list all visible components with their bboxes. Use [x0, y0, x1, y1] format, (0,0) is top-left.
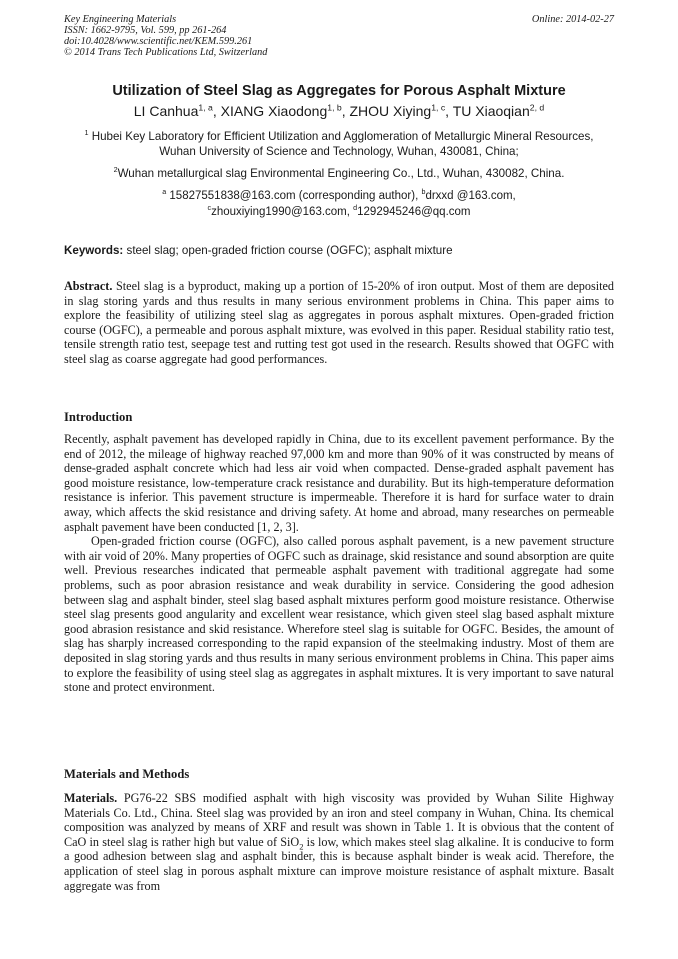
journal-header: [64, 14, 267, 58]
introduction-body: [64, 432, 614, 695]
abstract-text: Steel slag is a byproduct, making up a portion of 15-20% of iron output. Most of them are deposited in slag storing yards and thus results in many serious environment problems in China. This paper aims to explore the feasibility of utilizing steel slag as aggregates in porous asphalt mixtures. Open-graded friction course (OGFC), a permeable and porous asphalt mixture, was evolved in this paper. Residual stability ratio test, tensile strength ratio test, seepage test and rutting test got used in the research. Results showed that OGFC with steel slag as coarse aggregate had good performances.: [64, 279, 615, 366]
affiliation-text: Wuhan metallurgical slag Environmental Engineering Co., Ltd., Wuhan, 430082, China.: [117, 167, 565, 180]
keywords-label: Keywords:: [64, 244, 124, 257]
copyright-line: © 2014 Trans Tech Publications Ltd, Switzerland: [64, 47, 268, 58]
author-name: XIANG Xiaodong: [220, 103, 328, 119]
email-address[interactable]: 15827551838@163.com (corresponding author),: [169, 190, 419, 202]
author-separator: ,: [341, 103, 350, 119]
affiliation-1: [0, 129, 678, 159]
paragraph: Recently, asphalt pavement has developed rapidly in China, due to its excellent pavement performance. By the end of 2012, the mileage of highway reached 97,000 km and more than 90% of it was constructed by means of dense-graded asphalt concrete which had less air void when compacted. Dense-graded asphalt pavement has good moisture resistance, low-temperature crack resistance and durability. But its high-temperature deformation resistance is inferior. This pavement structure is impermeable. Therefore it is hard for surface water to drain away, which affects the skid resistance and driving safety. At home and abroad, many researches on permeable asphalt pavement have been conducted [1, 2, 3].: [64, 432, 614, 534]
author-name: LI Canhua: [133, 103, 199, 119]
author-affil-mark: 2, d: [529, 102, 545, 113]
author-emails: [0, 188, 678, 220]
email-mark: b: [421, 188, 426, 197]
author-affil-mark: 1, b: [327, 102, 342, 113]
issn-line: ISSN: 1662-9795, Vol. 599, pp 261-264: [64, 25, 227, 36]
keywords-text: steel slag; open-graded friction course (OGFC); asphalt mixture: [126, 244, 453, 257]
email-address[interactable]: drxxd @163.com,: [425, 190, 516, 202]
online-date: Online: 2014-02-27: [531, 14, 614, 25]
affiliation-text: Hubei Key Laboratory for Efficient Utilization and Agglomeration of Metallurgic Mineral Resources,: [91, 130, 594, 143]
paragraph-text: PG76-22 SBS modified asphalt with high viscosity was provided by Wuhan Silite Highway Materials Co. Ltd., China. Steel slag was provided by an iron and steel company in Wuhan, China. Its chemical composition was analyzed by means of XRF and result was shown in Table 1. It is obvious that the content of CaO in steel slag is rather high but value of SiO: [64, 791, 614, 849]
section-heading-introduction: Introduction: [64, 410, 133, 424]
paragraph: Open-graded friction course (OGFC), also called porous asphalt pavement, is a new pavement structure with air void of 20%. Many properties of OGFC such as drainage, skid resistance and sound absorption are quite well. Previous researches indicated that permeable asphalt pavement with traditional aggregate had some problems, such as poor abrasion resistance and weak durability in service. Considering the good adhesion between slag and asphalt binder, steel slag based asphalt mixtures perform good moisture resistance. Otherwise steel slag presents good angularity and excellent wear resistance, which given steel slag based asphalt mixture good abrasion resistance and skid resistance. Wherefore steel slag is suitable for OGFC. Besides, the amount of slag has sharply increased corresponding to the rapid expansion of the steelmaking industry. Most of them are deposited in slag storing yards and thus results in many serious environment problems in China. This paper aims to explore the feasibility of using steel slag as aggregates in asphalt mixtures. It is very important to save natural stone and protect environment.: [64, 534, 614, 695]
author-name: TU Xiaoqian: [452, 103, 530, 119]
paper-title: Utilization of Steel Slag as Aggregates for Porous Asphalt Mixture: [112, 83, 566, 99]
abstract: [64, 279, 614, 367]
affiliation-mark: 1: [84, 128, 89, 138]
affiliation-2: [0, 166, 678, 181]
email-mark: a: [162, 188, 167, 197]
abstract-label: Abstract.: [64, 279, 113, 293]
section-heading-materials-methods: Materials and Methods: [64, 767, 190, 781]
author-affil-mark: 1, a: [198, 102, 213, 113]
materials-body: [64, 791, 614, 893]
author-list: [0, 103, 678, 119]
subscript: 2: [299, 841, 304, 852]
email-address[interactable]: 1292945246@qq.com: [357, 206, 471, 218]
email-address[interactable]: zhouxiying1990@163.com,: [211, 206, 350, 218]
author-separator: ,: [212, 103, 221, 119]
author-name: ZHOU Xiying: [349, 103, 432, 119]
materials-label: Materials.: [64, 791, 118, 805]
affiliation-mark: 2: [113, 165, 118, 175]
author-separator: ,: [445, 103, 453, 119]
journal-name: Key Engineering Materials: [64, 14, 177, 25]
affiliation-text: Wuhan University of Science and Technology, Wuhan, 430081, China;: [159, 145, 519, 158]
doi-line: doi:10.4028/www.scientific.net/KEM.599.261: [64, 36, 253, 47]
email-mark: c: [207, 204, 212, 213]
email-mark: d: [353, 204, 358, 213]
paragraph-text: is low, which makes steel slag alkaline. It is conducive to form a good adhesion between slag and asphalt binder, this is because asphalt binder is weak acid. Therefore, the application of steel slag in porous asphalt mixture can improve moisture resistance of asphalt mixture. Basalt aggregate was from: [64, 834, 614, 893]
author-affil-mark: 1, c: [431, 102, 446, 113]
keywords: [64, 244, 453, 257]
